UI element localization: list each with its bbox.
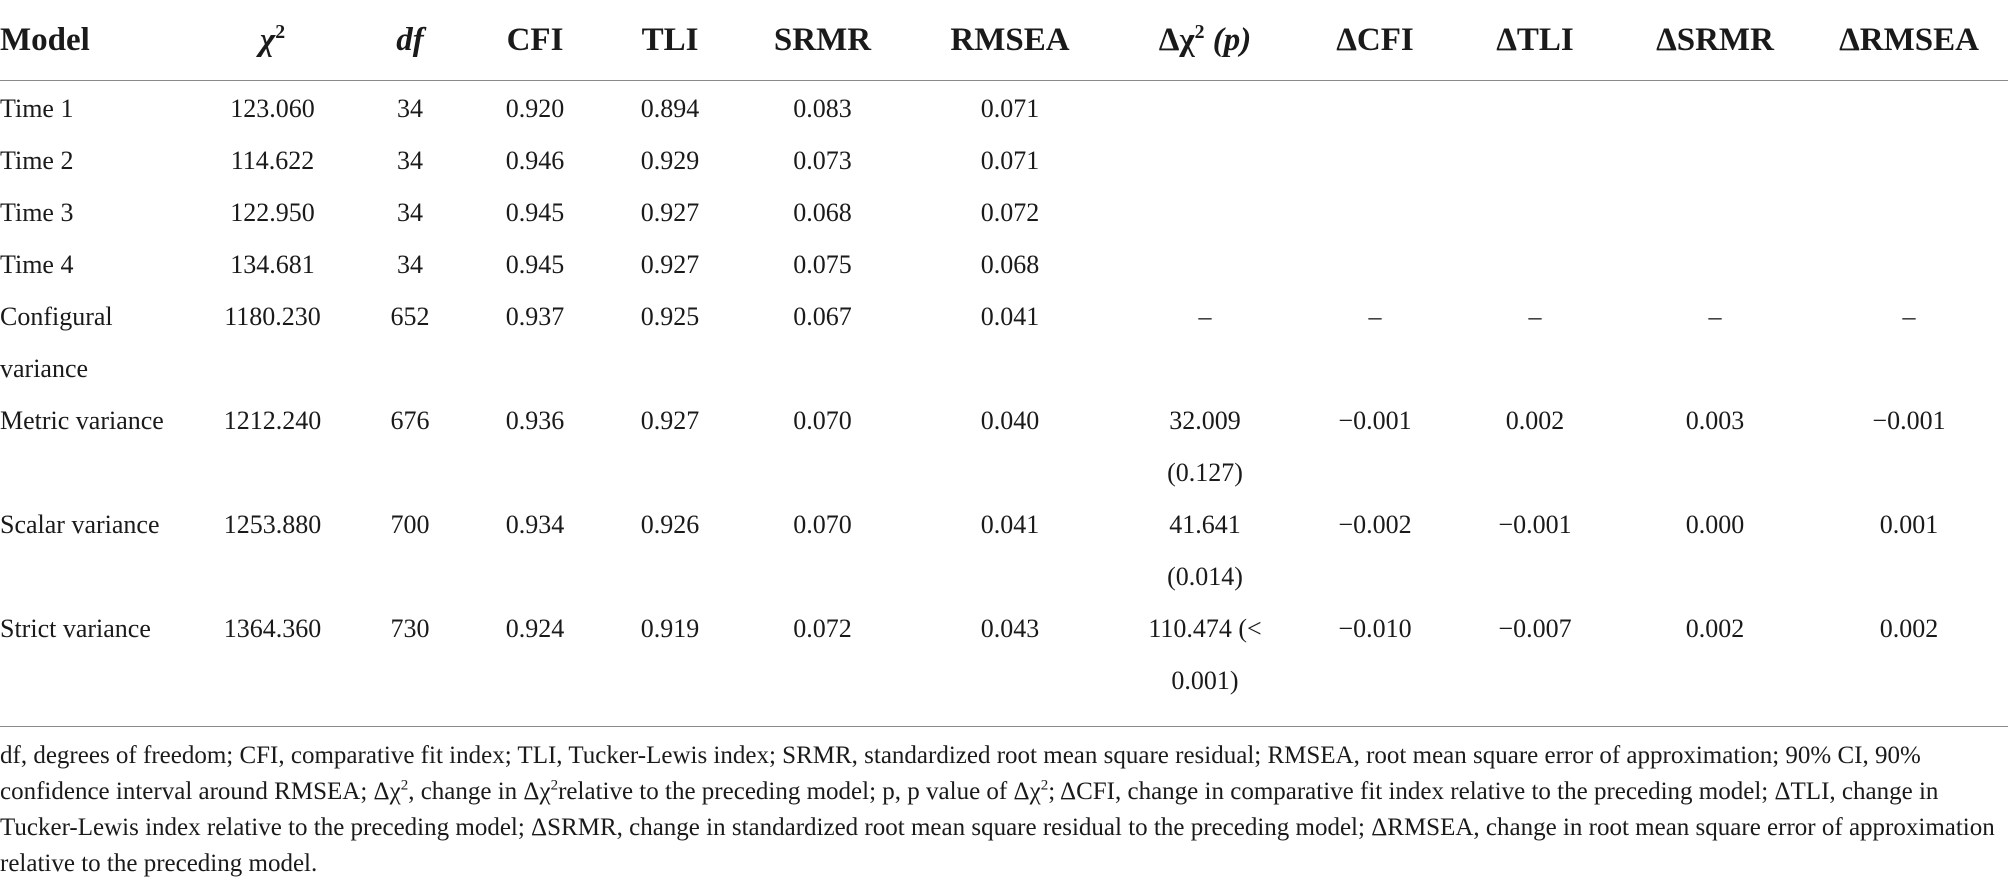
table-row (0, 395, 2008, 499)
cell-rmsea: 0.071 (980, 94, 1040, 123)
header-delta-chi2-sup: 2 (1194, 20, 1205, 43)
cell-model-text: Configural variance (0, 302, 113, 383)
header-df: df (355, 0, 465, 81)
cell-chi2: 1212.240 (223, 406, 322, 435)
cell-delta-cfi: – (1368, 302, 1382, 331)
cell-rmsea: 0.071 (980, 146, 1040, 175)
footnote-sup-1: 2 (400, 777, 409, 794)
cell-delta-srmr (1620, 81, 1810, 136)
table-row (0, 135, 2008, 187)
cell-rmsea: 0.043 (980, 614, 1040, 643)
header-delta-chi2-p: (p) (1212, 21, 1252, 58)
cell-delta-cfi (1300, 239, 1450, 291)
cell-cfi: 0.924 (505, 614, 565, 643)
table-footnote (0, 738, 2000, 882)
table-row (0, 81, 2008, 136)
header-delta-chi2 (1110, 0, 1300, 81)
cell-cfi: 0.946 (505, 146, 565, 175)
cell-delta-chi2-text: 110.474 (< 0.001) (1148, 614, 1262, 695)
cell-model-text: Metric variance (0, 406, 164, 435)
cell-delta-chi2-text: 32.009 (0.127) (1167, 406, 1243, 487)
cell-delta-chi2 (1110, 395, 1300, 499)
cell-df: 34 (397, 146, 423, 175)
cell-model: Time 3 (0, 198, 74, 227)
cell-delta-tli (1450, 239, 1620, 291)
table-row (0, 603, 2008, 715)
cell-delta-rmsea: – (1902, 302, 1916, 331)
footnote-sup-3: 2 (1040, 777, 1049, 794)
cell-model: Strict variance (0, 614, 151, 643)
table-row (0, 499, 2008, 603)
footnote-part-3: relative to the preceding model; p, p value of Δχ (558, 778, 1041, 805)
cell-chi2: 134.681 (230, 250, 315, 279)
cell-cfi: 0.945 (505, 198, 565, 227)
cell-tli: 0.894 (640, 94, 700, 123)
header-srmr: SRMR (735, 0, 910, 81)
cell-delta-rmsea: 0.002 (1879, 614, 1939, 643)
header-delta-chi2-symbol: Δχ (1158, 21, 1195, 58)
cell-cfi: 0.934 (505, 510, 565, 539)
cell-delta-srmr (1620, 187, 1810, 239)
header-delta-tli: ΔTLI (1450, 0, 1620, 81)
header-chi2-symbol: χ (259, 21, 276, 58)
cell-delta-cfi (1300, 187, 1450, 239)
cell-df: 34 (397, 250, 423, 279)
cell-model: Time 1 (0, 94, 74, 123)
header-chi2 (190, 0, 355, 81)
cell-delta-rmsea (1810, 187, 2008, 239)
cell-rmsea: 0.041 (980, 302, 1040, 331)
cell-delta-cfi (1300, 81, 1450, 136)
header-rmsea: RMSEA (910, 0, 1110, 81)
footnote-part-2: , change in Δχ (408, 778, 551, 805)
cell-srmr: 0.070 (793, 510, 852, 539)
cell-delta-rmsea: 0.001 (1879, 510, 1939, 539)
cell-tli: 0.925 (640, 302, 700, 331)
table-row (0, 239, 2008, 291)
cell-chi2: 1180.230 (224, 302, 321, 331)
cell-model (0, 291, 190, 395)
cell-rmsea: 0.040 (980, 406, 1040, 435)
cell-delta-tli (1450, 135, 1620, 187)
table-header-row (0, 0, 2008, 81)
footnote-sup-2: 2 (550, 777, 559, 794)
cell-delta-rmsea: −0.001 (1872, 406, 1946, 435)
table-bottom-rule (0, 726, 2008, 727)
cell-df: 34 (397, 198, 423, 227)
cell-delta-srmr (1620, 239, 1810, 291)
table-row (0, 187, 2008, 239)
cell-cfi: 0.937 (505, 302, 565, 331)
cell-chi2: 123.060 (230, 94, 315, 123)
header-tli: TLI (605, 0, 735, 81)
cell-delta-chi2 (1110, 187, 1300, 239)
cell-delta-tli: – (1528, 302, 1542, 331)
cell-delta-cfi (1300, 135, 1450, 187)
cell-srmr: 0.073 (793, 146, 852, 175)
header-model: Model (0, 0, 190, 81)
cell-delta-cfi: −0.010 (1338, 614, 1412, 643)
cell-tli: 0.926 (640, 510, 700, 539)
header-delta-srmr: ΔSRMR (1620, 0, 1810, 81)
cell-srmr: 0.072 (793, 614, 852, 643)
cell-delta-tli (1450, 187, 1620, 239)
cell-model: Time 4 (0, 250, 74, 279)
cell-df: 676 (390, 406, 430, 435)
cell-model (0, 395, 190, 499)
cell-chi2: 122.950 (230, 198, 315, 227)
cell-chi2: 114.622 (230, 146, 315, 175)
cell-delta-tli: −0.007 (1498, 614, 1572, 643)
cell-df: 652 (390, 302, 430, 331)
cell-delta-srmr: 0.000 (1685, 510, 1745, 539)
cell-cfi: 0.936 (505, 406, 565, 435)
footnote-part-4: ; ΔCFI, change in comparative fit index relative to the preceding model; ΔTLI, change in Tucker-Lewis index relative to the preceding model; ΔSRMR, change in standardized root mean square residual to the preceding model; ΔRMSEA, change in root mean square error of approximation relative to the preceding model. (0, 778, 1995, 877)
cell-delta-srmr: 0.002 (1685, 614, 1745, 643)
cell-delta-chi2 (1110, 239, 1300, 291)
cell-delta-tli (1450, 81, 1620, 136)
header-cfi: CFI (465, 0, 605, 81)
cell-delta-rmsea (1810, 81, 2008, 136)
header-chi2-sup: 2 (275, 20, 286, 43)
cell-tli: 0.929 (640, 146, 700, 175)
cell-delta-rmsea (1810, 135, 2008, 187)
header-delta-rmsea: ΔRMSEA (1810, 0, 2008, 81)
cell-cfi: 0.945 (505, 250, 565, 279)
cell-tli: 0.927 (640, 198, 700, 227)
cell-srmr: 0.075 (793, 250, 852, 279)
cell-chi2: 1253.880 (223, 510, 322, 539)
cell-delta-chi2: – (1198, 302, 1212, 331)
cell-delta-chi2 (1110, 499, 1300, 603)
cell-delta-chi2-text: 41.641 (0.014) (1167, 510, 1243, 591)
cell-model-text: Scalar variance (0, 510, 160, 539)
cell-model: Time 2 (0, 146, 74, 175)
cell-cfi: 0.920 (505, 94, 565, 123)
cell-df: 700 (390, 510, 430, 539)
cell-delta-srmr: 0.003 (1685, 406, 1745, 435)
cell-delta-chi2 (1110, 603, 1300, 715)
cell-srmr: 0.067 (793, 302, 852, 331)
cell-rmsea: 0.072 (980, 198, 1040, 227)
cell-delta-chi2 (1110, 81, 1300, 136)
cell-delta-cfi: −0.001 (1338, 406, 1412, 435)
cell-srmr: 0.083 (793, 94, 852, 123)
cell-delta-tli: −0.001 (1498, 510, 1572, 539)
cell-tli: 0.927 (640, 406, 700, 435)
cell-tli: 0.927 (640, 250, 700, 279)
footnote-part-1: df, degrees of freedom; CFI, comparative fit index; TLI, Tucker-Lewis index; SRMR, standardized root mean square residual; RMSEA, root mean square error of approximation; 90% CI, 90% confidence interval around RMSEA; Δχ (0, 742, 1921, 805)
cell-model (0, 499, 190, 603)
cell-srmr: 0.068 (793, 198, 852, 227)
cell-delta-tli: 0.002 (1505, 406, 1565, 435)
table-row (0, 291, 2008, 395)
cell-delta-cfi: −0.002 (1338, 510, 1412, 539)
cell-rmsea: 0.041 (980, 510, 1040, 539)
cell-delta-srmr: – (1708, 302, 1722, 331)
cell-df: 34 (397, 94, 423, 123)
cell-delta-srmr (1620, 135, 1810, 187)
cell-delta-chi2 (1110, 135, 1300, 187)
cell-delta-rmsea (1810, 239, 2008, 291)
header-delta-cfi: ΔCFI (1300, 0, 1450, 81)
cell-tli: 0.919 (640, 614, 700, 643)
cell-srmr: 0.070 (793, 406, 852, 435)
cell-rmsea: 0.068 (980, 250, 1040, 279)
cell-df: 730 (390, 614, 430, 643)
cell-chi2: 1364.360 (223, 614, 322, 643)
